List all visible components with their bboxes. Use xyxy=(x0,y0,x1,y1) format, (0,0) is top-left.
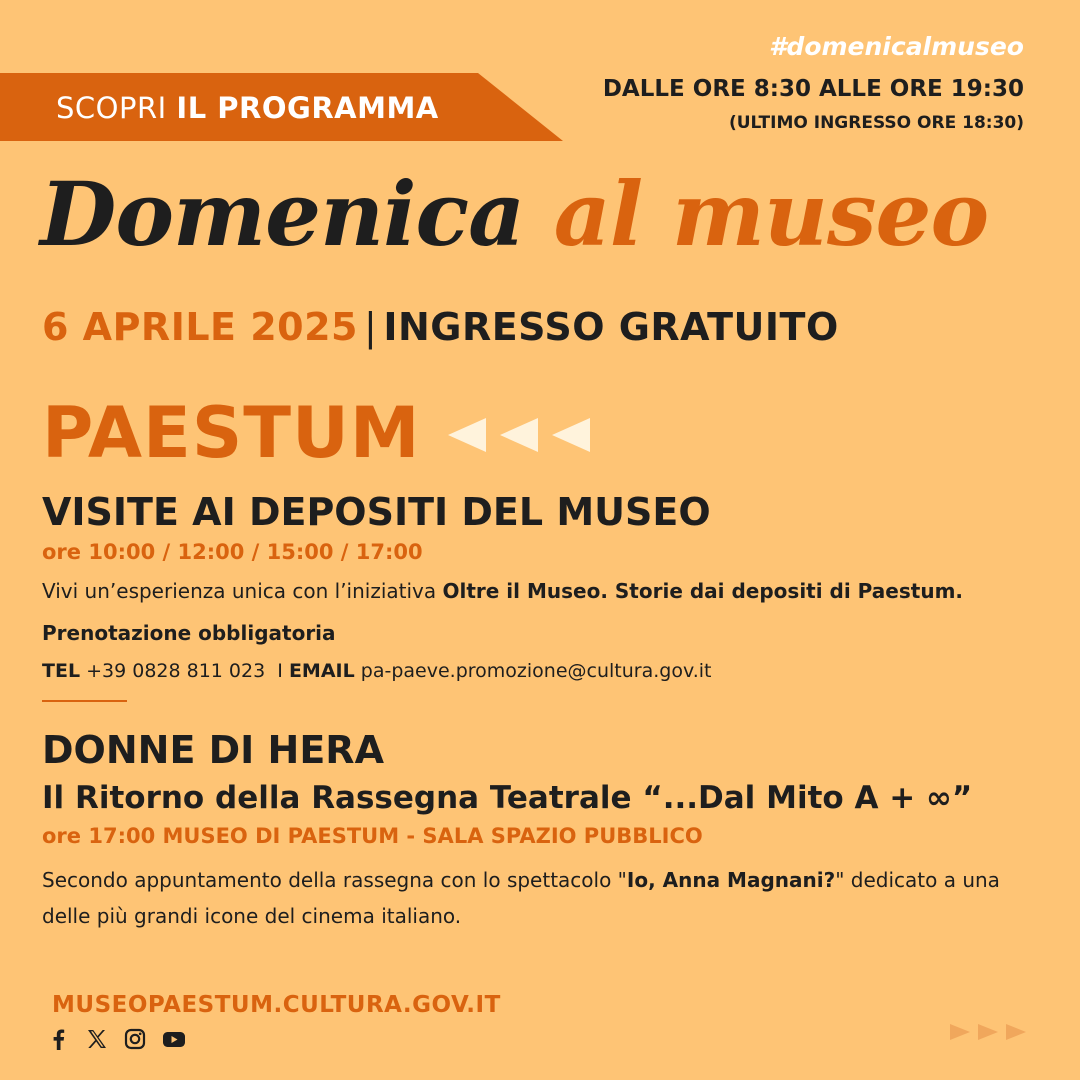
main-title xyxy=(40,162,988,266)
event-1-description xyxy=(42,579,963,603)
opening-hours: DALLE ORE 8:30 ALLE ORE 19:30 xyxy=(602,76,1024,102)
program-banner[interactable] xyxy=(0,73,563,141)
free-entry: INGRESSO GRATUITO xyxy=(383,305,839,349)
email-value[interactable]: pa-paeve.promozione@cultura.gov.it xyxy=(360,660,712,682)
website-link[interactable]: MUSEOPAESTUM.CULTURA.GOV.IT xyxy=(52,992,501,1018)
event-1-time-prefix: ore xyxy=(42,540,82,564)
event-2-time xyxy=(42,824,703,848)
last-entry-note: (ULTIMO INGRESSO ORE 18:30) xyxy=(728,113,1024,133)
event-2-description-before: Secondo appuntamento della rassegna con lo spettacolo " xyxy=(42,868,627,892)
booking-required: Prenotazione obbligatoria xyxy=(42,621,336,645)
divider xyxy=(42,700,127,702)
tel-label: TEL xyxy=(42,660,81,682)
event-2-title: DONNE DI HERA xyxy=(42,728,384,772)
tel-value[interactable]: +39 0828 811 023 xyxy=(86,660,266,682)
main-title-part2: al museo xyxy=(553,162,989,266)
event-2-description xyxy=(42,862,1022,934)
social-icons xyxy=(48,1028,184,1050)
contact-line xyxy=(42,660,712,682)
facebook-icon[interactable] xyxy=(48,1028,70,1050)
event-date: 6 APRILE 2025 xyxy=(42,305,358,349)
date-separator: | xyxy=(364,305,378,349)
instagram-icon[interactable] xyxy=(124,1028,146,1050)
event-2-time-prefix: ore xyxy=(42,824,82,848)
banner-label-bold: IL PROGRAMMA xyxy=(176,91,439,125)
x-icon[interactable] xyxy=(86,1028,108,1050)
youtube-icon[interactable] xyxy=(162,1028,184,1050)
right-arrows-icon xyxy=(950,1022,1028,1046)
contact-separator: I xyxy=(277,660,283,682)
event-2-subtitle: Il Ritorno della Rassegna Teatrale “...Dal Mito A + ∞” xyxy=(42,780,973,816)
left-arrows-icon xyxy=(448,416,590,458)
event-1-description-text: Vivi un’esperienza unica con l’iniziativa xyxy=(42,579,437,603)
banner-label-light: SCOPRI xyxy=(56,91,167,125)
hashtag: #domenicalmuseo xyxy=(769,32,1024,61)
event-1-title: VISITE AI DEPOSITI DEL MUSEO xyxy=(42,490,711,534)
event-2-time-value: 17:00 MUSEO DI PAESTUM - SALA SPAZIO PUBBLICO xyxy=(88,824,703,848)
email-label: EMAIL xyxy=(288,660,355,682)
event-2-description-after: " dedicato a una delle più grandi icone del cinema italiano. xyxy=(42,868,1000,928)
event-1-initiative-name: Oltre il Museo. Storie dai depositi di Paestum. xyxy=(442,579,964,603)
event-1-time xyxy=(42,540,423,564)
date-line xyxy=(42,305,839,349)
city-name: PAESTUM xyxy=(42,392,421,474)
event-1-time-value: 10:00 / 12:00 / 15:00 / 17:00 xyxy=(88,540,423,564)
banner-label xyxy=(56,91,439,125)
event-2-show-name: Io, Anna Magnani? xyxy=(626,868,836,892)
main-title-part1: Domenica xyxy=(40,162,525,266)
